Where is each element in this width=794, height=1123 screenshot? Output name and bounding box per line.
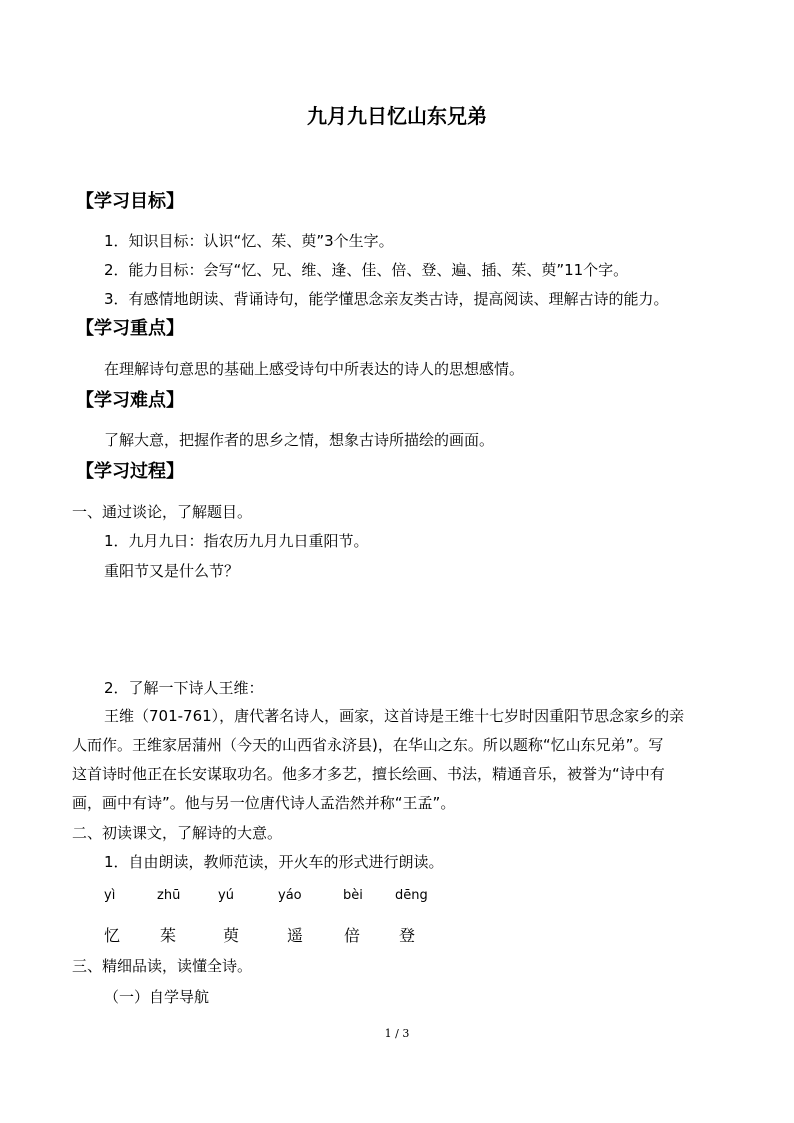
vocab-char-3: 萸: [223, 926, 240, 945]
vocab-char-6: 登: [399, 926, 416, 945]
goal-item-1: 1．知识目标：认识“忆、茱、萸”3个生字。: [104, 232, 394, 250]
vocab-pinyin-3: yú: [218, 888, 234, 903]
vocab-char-4: 遥: [287, 926, 304, 945]
process-part-1: 一、通过谈论，了解题目。: [72, 503, 253, 521]
process-part-3: 三、精细品读，读懂全诗。: [72, 957, 253, 975]
section-process-heading: 【学习过程】: [76, 461, 184, 482]
process-p3-sub-1: （一）自学导航: [104, 988, 210, 1006]
process-p1-item-1: 1．九月九日：指农历九月九日重阳节。: [104, 532, 369, 550]
wangwei-line-1: 王维（701-761），唐代著名诗人，画家，这首诗是王维十七岁时因重阳节思念家乡的亲: [104, 707, 685, 725]
process-p1-item-2: 2．了解一下诗人王维：: [104, 679, 264, 697]
vocab-pinyin-5: bèi: [343, 888, 363, 903]
vocab-pinyin-4: yáo: [278, 888, 302, 903]
process-part-2: 二、初读课文，了解诗的大意。: [72, 824, 283, 842]
difficulty-text: 了解大意，把握作者的思乡之情，想象古诗所描绘的画面。: [104, 431, 495, 449]
vocab-pinyin-6: dēng: [395, 888, 428, 903]
wangwei-line-3: 这首诗时他正在长安谋取功名。他多才多艺，擅长绘画、书法，精通音乐，被誉为“诗中有: [72, 765, 665, 783]
section-key-heading: 【学习重点】: [76, 318, 184, 339]
page-number: 1 / 3: [384, 1027, 410, 1040]
vocab-char-1: 忆: [104, 926, 121, 945]
process-p1-question: 重阳节又是什么节？: [104, 562, 240, 580]
wangwei-line-4: 画，画中有诗”。他与另一位唐代诗人孟浩然并称“王孟”。: [72, 794, 456, 812]
goal-item-2: 2．能力目标：会写“忆、兄、维、逢、佳、倍、登、遍、插、茱、萸”11个字。: [104, 261, 629, 279]
vocab-char-2: 茱: [160, 926, 177, 945]
wangwei-line-2: 人而作。王维家居蒲州（今天的山西省永济县)，在华山之东。所以题称“忆山东兄弟”。写: [72, 736, 664, 754]
section-difficulty-heading: 【学习难点】: [76, 390, 184, 411]
process-p2-item-1: 1．自由朗读，教师范读，开火车的形式进行朗读。: [104, 853, 444, 871]
vocab-char-5: 倍: [344, 926, 361, 945]
goal-item-3: 3．有感情地朗读、背诵诗句，能学懂思念亲友类古诗，提高阅读、理解古诗的能力。: [104, 290, 669, 308]
vocab-pinyin-2: zhū: [157, 888, 181, 903]
key-text: 在理解诗句意思的基础上感受诗句中所表达的诗人的思想感情。: [104, 360, 525, 378]
section-goals-heading: 【学习目标】: [76, 191, 184, 212]
vocab-pinyin-1: yì: [104, 888, 116, 903]
page-title: 九月九日忆山东兄弟: [307, 104, 487, 128]
